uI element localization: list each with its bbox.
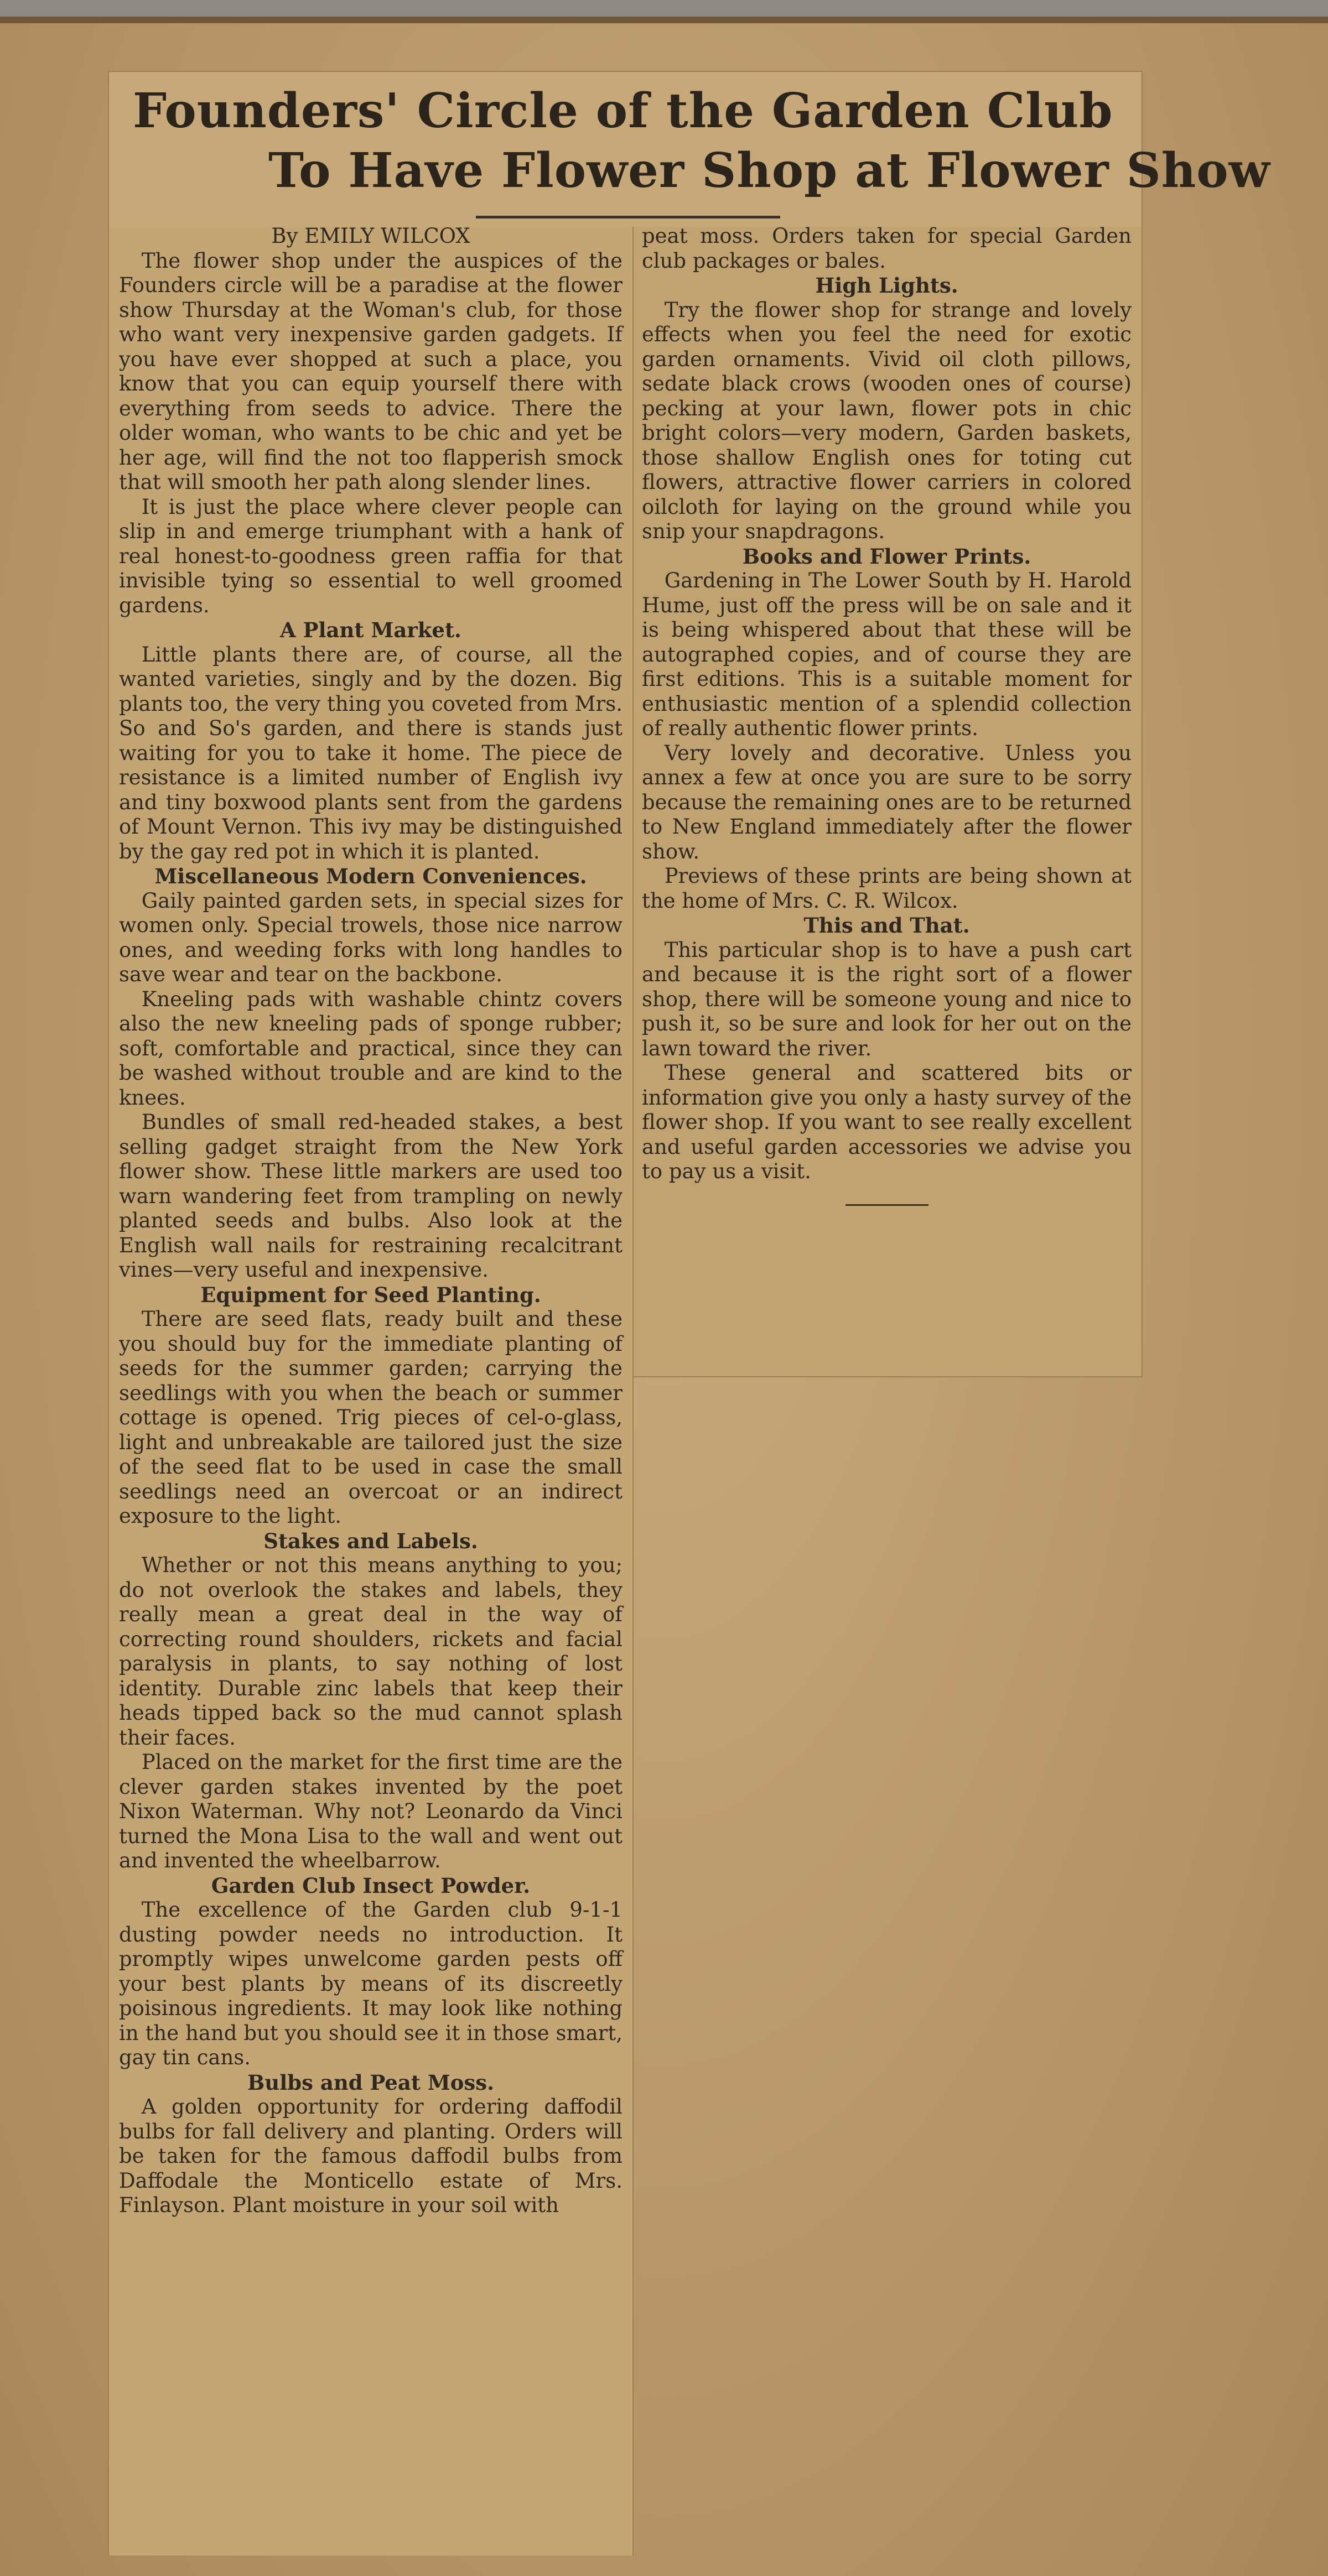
paragraph: Little plants there are, of course, all the wanted varieties, singly and by the dozen. Big plants too, the very thing you coveted from Mrs. So and So's garden, and there is stands just waiting for you to take it home. The piece de resistance is a limited number of English ivy and tiny boxwood plants sent from the gardens of Mount Vernon. This ivy may be distinguished by the gay red pot in which it is planted.	[119, 642, 622, 863]
section-heading: A Plant Market.	[280, 618, 461, 642]
section-heading: Books and Flower Prints.	[742, 544, 1031, 569]
paragraph: Kneeling pads with washable chintz covers also the new kneeling pads of sponge rubber; soft, comfortable and practical, since they can be washed without trouble and are kind to the knees.	[119, 987, 622, 1110]
paragraph: Previews of these prints are being shown at the home of Mrs. C. R. Wilcox.	[642, 864, 1132, 913]
paragraph: Gardening in The Lower South by H. Harold Hume, just off the press will be on sale and it is being whispered about that these will be autographed copies, and of course they are first editions. This is a suitable moment for enthusiastic mention of a splendid collection of really authentic flower prints.	[642, 569, 1132, 740]
paragraph: Gaily painted garden sets, in special sizes for women only. Special trowels, those nice narrow ones, and weeding forks with long handles to save wear and tear on the backbone.	[119, 888, 622, 986]
section-heading: Garden Club Insect Powder.	[211, 1873, 531, 1898]
section-heading: High Lights.	[815, 273, 958, 298]
paragraph: Placed on the market for the first time are the clever garden stakes invented by the poet Nixon Waterman. Why not? Leonardo da Vinci turned the Mona Lisa to the wall and went out and invented the wheelbarrow.	[119, 1750, 622, 1872]
paragraph: Whether or not this means anything to you; do not overlook the stakes and labels, they really mean a great deal in the way of correcting round shoulders, rickets and facial paralysis in plants, to say nothing of lost identity. Durable zinc labels that keep their heads tipped back so the mud cannot splash their faces.	[119, 1553, 622, 1750]
section-heading: Equipment for Seed Planting.	[200, 1282, 541, 1307]
scan-top-edge	[0, 0, 1328, 17]
section-heading: Miscellaneous Modern Conveniences.	[154, 864, 587, 888]
paragraph: A golden opportunity for ordering daffodil bulbs for fall delivery and planting. Orders will be taken for the famous daffodil bulbs from Daffodale the Monticello estate of Mrs. Finlayson. Plant moisture in your soil with	[119, 2095, 622, 2217]
scan-top-shadow	[0, 17, 1328, 23]
paragraph: Try the flower shop for strange and lovely effects when you feel the need for exotic garden ornaments. Vivid oil cloth pillows, sedate black crows (wooden ones of course) pecking at your lawn, flower pots in chic bright colors—very modern, Garden baskets, those shallow English ones for toting cut flowers, attractive flower carriers in colored oilcloth for laying on the ground while you snip your snapdragons.	[642, 298, 1132, 543]
paragraph: peat moss. Orders taken for special Garden club packages or bales.	[642, 224, 1132, 273]
section-heading: Bulbs and Peat Moss.	[247, 2070, 494, 2095]
paragraph: Bundles of small red-headed stakes, a best selling gadget straight from the New York flower show. These little markers are used too warn wandering feet from trampling on newly planted seeds and bulbs. Also look at the English wall nails for restraining recalcitrant vines—very useful and inexpensive.	[119, 1110, 622, 1282]
paragraph: The flower shop under the auspices of the Founders circle will be a paradise at the flower show Thursday at the Woman's club, for those who want very inexpensive garden gadgets. If you have ever shopped at such a place, you know that you can equip yourself there with everything from seeds to advice. There the older woman, who wants to be chic and yet be her age, will find the not too flapperish smock that will smooth her path along slender lines.	[119, 248, 622, 494]
headline-rule	[476, 216, 780, 218]
paragraph: It is just the place where clever people can slip in and emerge triumphant with a hank of real honest-to-goodness green raffia for that invisible tying so essential to well groomed gardens.	[119, 495, 622, 617]
article-left-column	[119, 224, 622, 2218]
paragraph: The excellence of the Garden club 9-1-1 dusting powder needs no introduction. It promptly wipes unwelcome garden pests off your best plants by means of its discreetly poisinous ingredients. It may look like nothing in the hand but you should see it in those smart, gay tin cans.	[119, 1898, 622, 2069]
headline-line-1: Founders' Circle of the Garden Club	[133, 83, 1113, 139]
end-rule	[845, 1204, 928, 1206]
paragraph: Very lovely and decorative. Unless you annex a few at once you are sure to be sorry because the remaining ones are to be returned to New England immediately after the flower show.	[642, 741, 1132, 863]
paragraph: There are seed flats, ready built and these you should buy for the immediate planting of seeds for the summer garden; carrying the seedlings with you when the beach or summer cottage is opened. Trig pieces of cel-o-glass, light and unbreakable are tailored just the size of the seed flat to be used in case the small seedlings need an overcoat or an indirect exposure to the light.	[119, 1307, 622, 1528]
section-heading: This and That.	[803, 913, 970, 938]
headline-line-2: To Have Flower Shop at Flower Show	[268, 143, 1270, 199]
section-heading: Stakes and Labels.	[263, 1528, 478, 1553]
article-right-column	[642, 224, 1132, 1206]
paragraph: These general and scattered bits or information give you only a hasty survey of the flower shop. If you want to see really excellent and useful garden accessories we advise you to pay us a visit.	[642, 1061, 1132, 1183]
byline: By EMILY WILCOX	[271, 224, 470, 248]
paragraph: This particular shop is to have a push cart and because it is the right sort of a flower shop, there will be someone young and nice to push it, so be sure and look for her out on the lawn toward the river.	[642, 938, 1132, 1060]
